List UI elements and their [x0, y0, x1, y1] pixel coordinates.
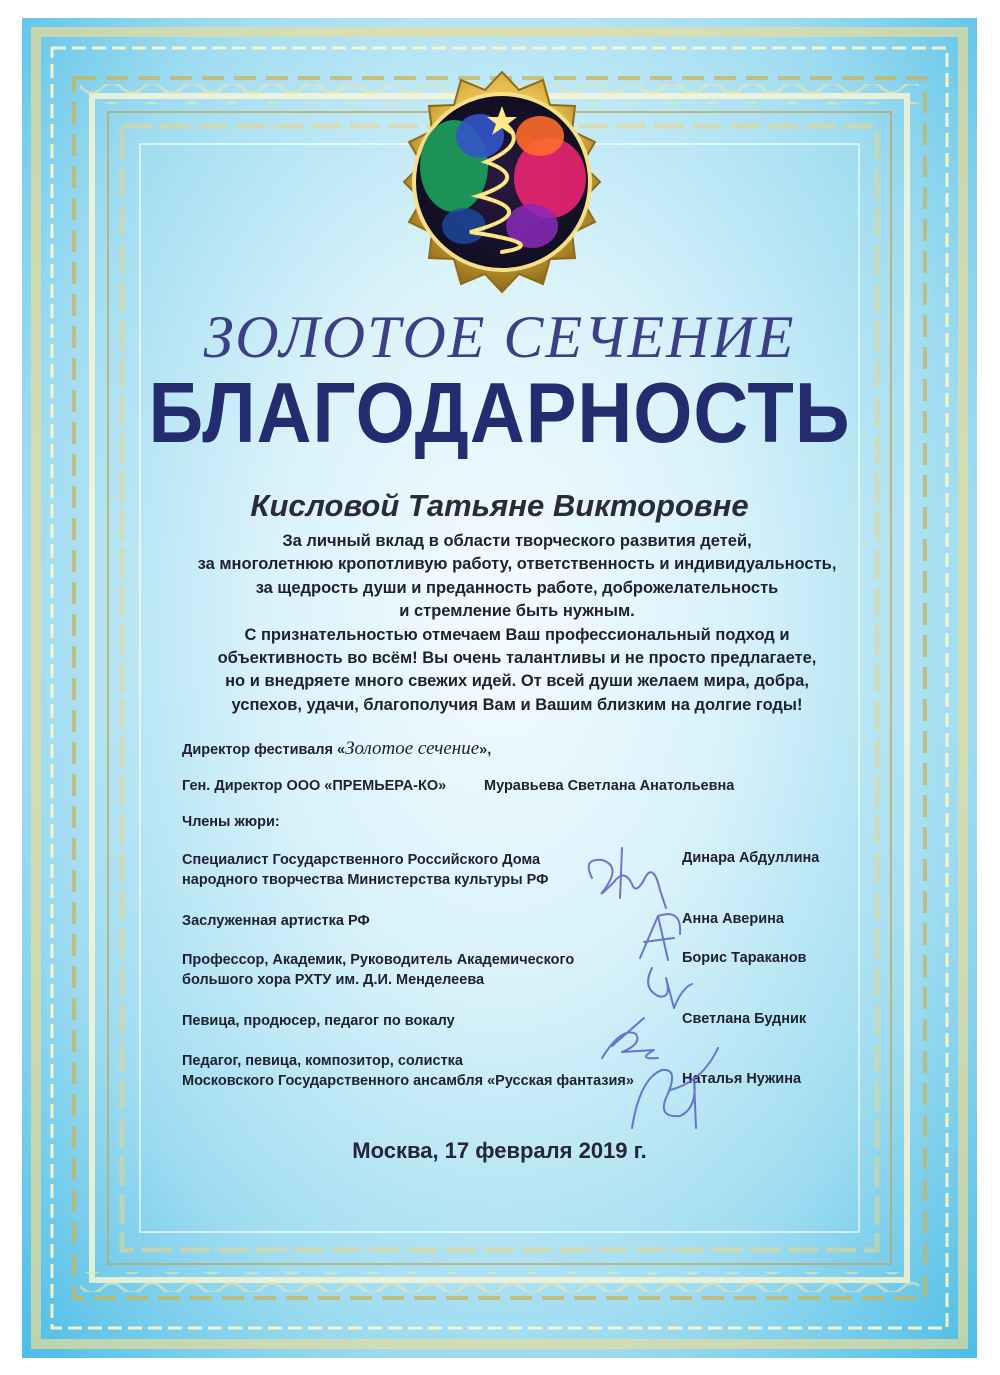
jury-role-line: Педагог, певица, композитор, солистка [182, 1053, 464, 1069]
signature-5 [632, 1048, 718, 1128]
jury-role-line: Певица, продюсер, педагог по вокалу [182, 1013, 455, 1029]
director-position: Ген. Директор ООО «ПРЕМЬЕРА-КО» [182, 778, 447, 794]
jury-heading: Члены жюри: [182, 814, 280, 830]
body-line: объективность во всём! Вы очень талантливы и не просто предлагаете, [217, 649, 817, 668]
director-name: Муравьева Светлана Анатольевна [484, 778, 735, 794]
jury-role-line: большого хора РХТУ им. Д.И. Менделеева [182, 972, 485, 988]
jury-role [182, 950, 574, 990]
body-line: успехов, удачи, благополучия Вам и Вашим близким на долгие годы! [231, 695, 803, 714]
place-and-date: Москва, 17 февраля 2019 г. [352, 1138, 647, 1163]
jury-role-line: народного творчества Министерства культуры РФ [182, 872, 549, 888]
jury-role [182, 911, 370, 931]
signature-1 [589, 848, 666, 908]
jury-name: Борис Тараканов [682, 950, 807, 966]
body-line: За личный вклад в области творческого развития детей, [282, 532, 752, 550]
recipient-name: Кисловой Татьяне Викторовне [250, 488, 749, 523]
jury-name: Динара Абдуллина [682, 850, 820, 866]
jury-name: Светлана Будник [682, 1011, 807, 1027]
signature-3 [648, 968, 692, 1008]
body-line: и стремление быть нужным. [399, 602, 635, 621]
signature-4 [602, 1018, 658, 1058]
festival-name-script: Золотое сечение [345, 738, 480, 759]
body-line: С признательностью отмечаем Ваш профессиональный подход и [244, 625, 790, 644]
certificate-sheet [22, 18, 977, 1358]
director-label [182, 738, 491, 760]
body-line: за многолетнюю кропотливую работу, ответственность и индивидуальность, [197, 555, 837, 574]
jury-role-line: Московского Государственного ансамбля «Русская фантазия» [182, 1073, 634, 1089]
festival-name: ЗОЛОТОЕ СЕЧЕНИЕ [203, 304, 796, 370]
jury-role-line: Заслуженная артистка РФ [182, 913, 370, 929]
certificate-title: БЛАГОДАРНОСТЬ [148, 365, 851, 462]
director-label-prefix: Директор фестиваля « [182, 742, 346, 758]
signature-2 [640, 914, 680, 960]
jury-signatures [562, 838, 762, 1148]
gratitude-text [172, 530, 862, 717]
jury-role-line: Специалист Государственного Российского Дома [182, 852, 541, 868]
jury-role-line: Профессор, Академик, Руководитель Академического [182, 952, 575, 968]
jury-role [182, 1011, 455, 1031]
jury-name: Анна Аверина [682, 911, 784, 927]
body-line: но и внедряете много свежих идей. От всей души желаем мира, добра, [225, 672, 809, 691]
jury-role [182, 850, 549, 890]
jury-name: Наталья Нужина [682, 1071, 802, 1087]
director-label-suffix: », [479, 742, 492, 758]
festival-emblem [382, 66, 622, 306]
body-line: за щедрость души и преданность работе, доброжелательность [255, 578, 779, 597]
